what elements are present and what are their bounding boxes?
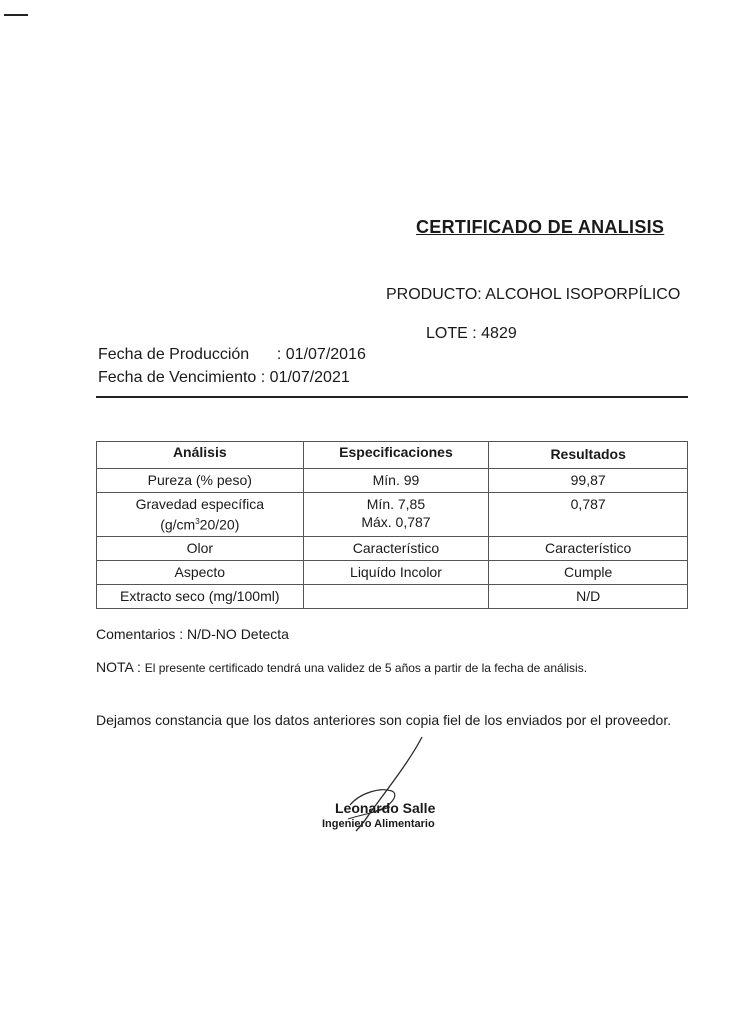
statement-paragraph: Dejamos constancia que los datos anteriores son copia fiel de los enviados por el proveedor. xyxy=(96,712,672,728)
header-results: Resultados xyxy=(489,442,688,469)
table-header-row xyxy=(97,442,688,469)
cell-analysis: Aspecto xyxy=(97,560,304,584)
note-label: NOTA : xyxy=(96,659,141,675)
production-date-value: 01/07/2016 xyxy=(285,346,366,363)
cell-result: N/D xyxy=(489,584,688,608)
product-value: ALCOHOL ISOPORPÍLICO xyxy=(485,286,681,303)
product-label: PRODUCTO: xyxy=(386,286,482,303)
table-row xyxy=(97,584,688,608)
lot-line: LOTE : 4829 xyxy=(426,325,517,342)
cell-analysis: Pureza (% peso) xyxy=(97,469,304,493)
production-date-label: Fecha de Producción xyxy=(98,346,250,363)
dates-block xyxy=(98,343,366,389)
cell-result: Cumple xyxy=(489,560,688,584)
cell-spec: Liquído Incolor xyxy=(303,560,489,584)
expiry-date-row: Fecha de Vencimiento : 01/07/2021 xyxy=(98,366,366,389)
cell-spec: Característico xyxy=(303,536,489,560)
header-specifications: Especificaciones xyxy=(303,442,489,469)
cell-analysis: Olor xyxy=(97,536,304,560)
header-analysis: Análisis xyxy=(97,442,304,469)
table-row xyxy=(97,560,688,584)
cell-analysis: Extracto seco (mg/100ml) xyxy=(97,584,304,608)
signatory-name: Leonardo Salle xyxy=(335,800,436,816)
cell-analysis xyxy=(97,493,304,537)
cell-analysis-line2 xyxy=(101,513,299,534)
cell-result: 99,87 xyxy=(489,469,688,493)
scan-corner-mark xyxy=(4,14,28,16)
header-divider xyxy=(96,396,688,398)
lot-value: 4829 xyxy=(481,325,517,342)
note-line xyxy=(96,659,587,675)
cell-spec: Mín. 99 xyxy=(303,469,489,493)
document-title: CERTIFICADO DE ANALISIS xyxy=(416,217,665,237)
cell-spec-line1: Mín. 7,85 xyxy=(366,496,426,512)
unit-text: (g/cm xyxy=(160,516,196,533)
table-row xyxy=(97,493,688,537)
analysis-table xyxy=(96,441,688,609)
expiry-date-value: 01/07/2021 xyxy=(269,369,350,386)
cell-spec xyxy=(303,493,489,537)
lot-label: LOTE xyxy=(426,325,468,342)
table-row xyxy=(97,469,688,493)
expiry-date-label: Fecha de Vencimiento xyxy=(98,369,257,386)
cell-analysis-line1: Gravedad específica xyxy=(135,496,264,512)
production-date-row: Fecha de Producción : 01/07/2016 xyxy=(98,343,366,366)
cell-spec xyxy=(303,584,489,608)
signatory-role: Ingeniero Alimentario xyxy=(322,818,435,830)
cell-result: Característico xyxy=(489,536,688,560)
comments-line: Comentarios : N/D-NO Detecta xyxy=(96,626,289,642)
unit-superscript: 3 xyxy=(195,517,200,526)
cell-result: 0,787 xyxy=(489,493,688,537)
note-text: El presente certificado tendrá una validez de 5 años a partir de la fecha de análisis. xyxy=(144,661,588,675)
table-row xyxy=(97,536,688,560)
unit-text-suffix: 20/20) xyxy=(199,516,240,533)
product-line xyxy=(386,286,680,304)
cell-spec-line2: Máx. 0,787 xyxy=(361,514,431,530)
